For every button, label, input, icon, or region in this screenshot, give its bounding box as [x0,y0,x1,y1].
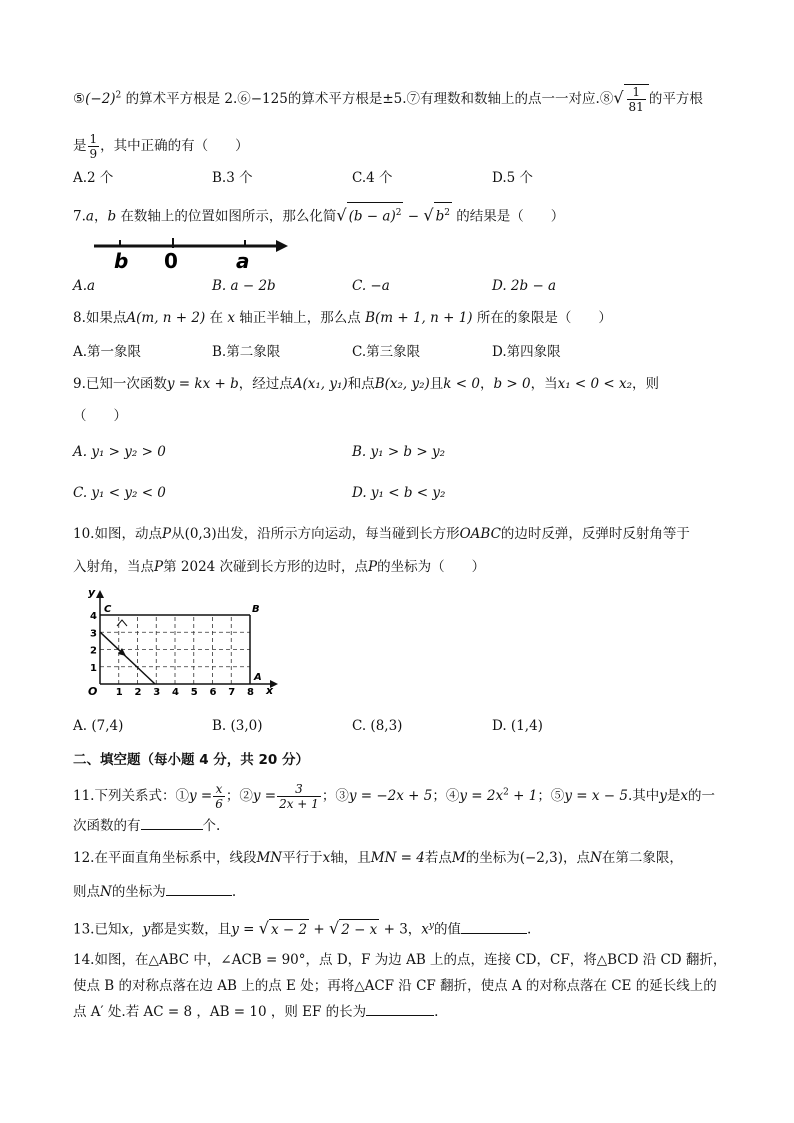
q10-option-a[interactable]: A. (7,4) [73,718,124,734]
q7-sqrt2 [434,202,452,227]
corner-a: A [254,672,262,683]
q11-line2 [73,816,220,836]
q9-text-d: 且 [429,376,444,392]
q11-text-a: 11.下列关系式：① [73,788,189,804]
q10-text-b: 从 [171,526,185,542]
q6-text4: 的平方根 [648,91,703,107]
q10-text-f: 第 2024 次碰到长方形的边时，点 [163,559,369,575]
q9-line2: （ ） [73,408,127,424]
x-label: x [266,684,274,697]
q6-line2 [73,132,249,161]
q11-f1-den: 6 [215,797,223,811]
q6-option-a[interactable]: A.2 个 [73,170,114,186]
q11-y: y [659,788,667,804]
motion-path [100,632,155,684]
q7-minus: − [403,208,424,225]
q11-text-i: 次函数的有 [73,818,141,834]
q10-text-d: 的边时反弹，反弹时反射角等于 [500,526,690,542]
q11-text-e: ；⑤ [537,788,565,804]
q9-line1 [73,374,659,394]
origin-label: O [88,685,98,698]
q8-mid: 在 [205,310,228,326]
q6-question: ，其中正确的有（ ） [100,138,249,154]
q7-number-line [90,232,290,272]
q6-frac-den: 9 [89,147,98,161]
y-label: y [88,586,96,599]
q12-answer-blank[interactable] [166,883,232,896]
q10-option-d[interactable]: D. (1,4) [492,718,543,734]
q8-point-a: A(m, n + 2) [126,310,206,326]
q13-plus: + [309,921,329,938]
x-tick-label: 3 [153,687,161,698]
q11-f2: y = [252,788,277,804]
y-axis-arrow-icon [96,590,104,598]
q11-text-c: ；③ [321,788,349,804]
q7-var-a: a [85,208,94,225]
q14-answer-blank[interactable] [366,1003,434,1016]
q11-f3: y = −2x + 5 [348,788,433,804]
q11-text-d: ；④ [432,788,460,804]
q6-line1 [73,84,703,114]
q6-text5: 是 [73,138,87,154]
q9-text-a: 9.已知一次函数 [73,376,167,392]
q12-text-i: 的坐标为 [111,884,166,900]
q9-cond2: b > 0 [493,376,531,392]
q11-x: x [680,788,688,804]
q14-line2: 使点 B 的对称点落在边 AB 上的点 E 处；再将△ACF 沿 CF 翻折，使点 A 的对称点落在 CE 的延长线上的 [73,978,717,994]
q12-text-c: 轴，且 [330,850,371,866]
q6-sqrt-frac [624,84,649,114]
q12-x: x [322,850,331,866]
q13-r1: x − 2 [269,919,309,940]
q12-eq: MN = 4 [370,850,425,866]
q9-point-a: A(x₁, y₁) [292,376,348,392]
q13-answer-blank[interactable] [461,921,527,934]
q7-question: 的结果是（ ） [451,208,565,225]
y-tick-label: 2 [90,645,97,657]
q12-text-a: 12.在平面直角坐标系中，线段 [73,850,257,866]
sqrt-icon: √ [258,918,269,938]
q8-text: 8.如果点 [73,310,127,326]
x-tick-label: 1 [115,687,123,698]
q13-ypow: y [428,921,434,931]
q7-number: 7. [73,208,86,225]
x-ticks [116,687,254,698]
q9-func: y = kx + b [166,376,239,392]
q13-text-b: 都是实数，且 [150,921,232,938]
q6-pm5: ±5 [382,91,403,107]
q10-graph [82,586,282,698]
q10-text-a: 10.如图，动点 [73,526,162,542]
q6-frac-num: 1 [89,132,98,146]
q14-line1: 14.如图，在△ABC 中，∠ACB = 90°，点 D，F 为边 AB 上的点，连接 CD，CF，将△BCD 沿 CD 翻折， [73,952,727,968]
q9-text-b: ，经过点 [238,376,293,392]
q10-p3: P [368,559,378,575]
q12-n: N [590,850,602,866]
q13-xpow: x [421,921,429,938]
q10-option-b[interactable]: B. (3,0) [212,718,263,734]
q7-option-d[interactable]: D. 2b − a [492,278,557,294]
q11-text-b: ；② [225,788,253,804]
y-tick-label: 4 [90,611,97,622]
x-tick-label: 8 [247,687,254,698]
y-tick-label: 3 [90,628,97,640]
q10-p: P [161,526,172,542]
q9-text-c: 和点 [347,376,375,392]
y-tick-label: 1 [90,662,97,674]
q11-f5: y = x − 5 [564,788,628,804]
q6-sqrt-den: 81 [628,100,644,114]
q9-option-d[interactable]: D. y₁ < b < y₂ [352,485,446,501]
corner-b: B [252,604,260,615]
q7-expr: (b − a) [348,208,396,225]
q7-comma: ， [93,208,108,225]
q8-option-a[interactable]: A.第一象限 [73,344,142,360]
q6-exp: 2 [115,90,122,101]
q11-text-j: 个. [202,818,221,834]
q9-option-c[interactable]: C. y₁ < y₂ < 0 [73,485,166,501]
q12-text-g: 在第二象限， [601,850,683,866]
x-tick-label: 7 [228,687,236,698]
q9-cond1: k < 0 [443,376,480,392]
q7-line [73,202,564,227]
q9-text-g: ，则 [632,376,660,392]
q13-text-c: + 3 [379,921,408,938]
sqrt-icon: √ [613,88,624,107]
q6-text: 的算术平方根是 2.⑥ [121,91,251,107]
corner-c: C [104,604,112,615]
q7-option-c[interactable]: C. −a [352,278,390,294]
q7-option-a[interactable]: A.a [73,278,96,294]
q11-f4-exp: 2 [503,787,509,798]
q12-line2 [73,882,236,902]
q7-exp: 2 [395,208,402,218]
q12-text-h: 则点 [73,884,100,900]
q13-text-a: 13.已知 [73,921,122,938]
q9-cond3: x₁ < 0 < x₂ [557,376,633,392]
q10-rect: OABC [459,526,501,542]
q6-neg125: −125 [250,91,288,107]
q12-n2: N [100,884,112,900]
q8-mid2: 轴正半轴上，那么点 [234,310,366,326]
q6-option-b[interactable]: B.3 个 [212,170,253,186]
q8-option-b[interactable]: B.第二象限 [212,344,281,360]
q10-line1 [73,524,690,544]
y-ticks [90,611,97,674]
q12-text-d: 若点 [424,850,452,866]
q13-r2: 2 − x [339,919,379,940]
q11-f4: y = 2x [459,788,504,804]
q11-f1-num: x [213,782,225,797]
q13-line [73,916,531,940]
label-b: b [114,249,129,272]
q11-text-h: 的一 [688,788,715,804]
q10-p2: P [154,559,164,575]
x-tick-label: 6 [209,687,217,698]
q7-var-b: b [107,208,117,225]
x-tick-label: 5 [190,687,198,698]
q12-mn: MN [256,850,283,866]
q6-sqrt-num: 1 [627,85,646,100]
q13-xy: x，y [121,921,151,938]
arrow-icon [276,240,288,252]
section-title: 二、填空题（每小题 4 分，共 20 分） [73,752,309,768]
q12-text-j: . [231,884,237,900]
q11-text-g: 是 [666,788,681,804]
q14-text-a: 点 A′ 处.若 AC = 8 ，AB = 10 ，则 EF 的长为 [73,1004,367,1020]
q11-f2-den: 2x + 1 [279,797,319,811]
q11-f2-num: 3 [277,782,321,797]
q14-text-b: . [434,1004,439,1020]
sqrt-icon: √ [423,205,434,225]
q12-text-e: 的坐标为 [465,850,520,866]
q6-text2: 的算术平方根是 [287,91,383,107]
q8-option-c[interactable]: C.第三象限 [352,344,421,360]
q9-option-a[interactable]: A. y₁ > y₂ > 0 [73,444,166,460]
q9-text-f: ，当 [530,376,558,392]
q13-y: y = [231,921,255,938]
q8-end: 所在的象限是（ ） [472,310,612,326]
q11-f1: y = [188,788,213,804]
q6-expr: (−2) [85,91,116,107]
q7-option-b[interactable]: B. a − 2b [212,278,276,294]
q11-text-f: .其中 [627,788,660,804]
q6-circled-5: ⑤ [73,91,86,107]
q10-line2 [73,557,485,577]
q12-text-b: 平行于 [282,850,323,866]
q10-start: (0,3) [184,526,217,542]
q9-text-e: ， [479,376,494,392]
q12-coord: (−2,3) [519,850,564,866]
q10-text-g: 的坐标为（ ） [377,559,486,575]
x-tick-label: 4 [172,687,179,698]
q11-answer-blank[interactable] [141,817,203,830]
q8-x: x [227,310,235,326]
q13-text-d: ， [407,921,422,938]
q12-m: M [451,850,466,866]
sqrt-icon: √ [328,918,340,938]
q6-option-d[interactable]: D.5 个 [492,170,534,186]
q7-text: 在数轴上的位置如图所示，那么化简 [116,208,337,225]
q9-point-b: B(x₂, y₂) [374,376,430,392]
q7-expr2: b [435,208,445,225]
q13-text-e: 的值 [434,921,461,938]
q12-text-f: ，点 [563,850,591,866]
q14-line3 [73,1002,438,1022]
q13-text-f: . [527,921,532,938]
q7-exp2: 2 [444,208,450,218]
q7-sqrt1 [347,202,404,227]
x-tick-label: 2 [134,687,142,698]
q10-option-c[interactable]: C. (8,3) [352,718,403,734]
q11-line1 [73,782,715,811]
q11-f4-b: + 1 [508,788,538,804]
q6-text3: .⑦有理数和数轴上的点一一对应.⑧ [402,91,614,107]
q10-text-e: 入射角，当点 [73,559,154,575]
label-0: 0 [164,249,178,272]
q9-option-b[interactable]: B. y₁ > b > y₂ [352,444,446,460]
q8-line [73,308,612,328]
sqrt-icon: √ [336,205,347,225]
q8-point-b: B(m + 1, n + 1) [365,310,473,326]
q6-option-c[interactable]: C.4 个 [352,170,393,186]
q10-text-c: 出发，沿所示方向运动，每当碰到长方形 [216,526,460,542]
q8-option-d[interactable]: D.第四象限 [492,344,561,360]
q12-line1 [73,848,683,868]
label-a: a [236,249,250,272]
